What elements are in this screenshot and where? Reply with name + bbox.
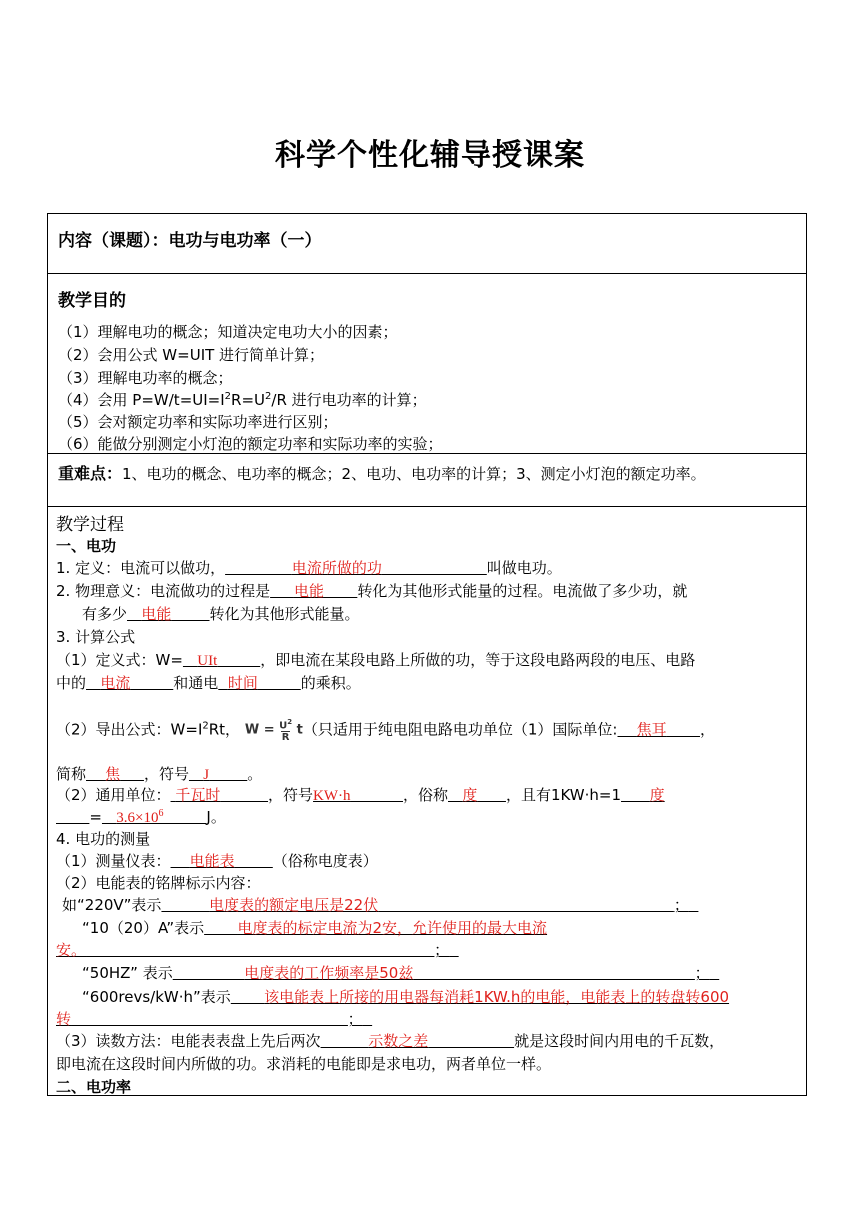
- text: Rt，: [208, 720, 241, 739]
- current-line-2: [56, 939, 459, 960]
- text: 转化为其他形式能量。: [209, 605, 360, 623]
- superscript: 2: [202, 720, 209, 732]
- text: 有多少: [82, 605, 128, 623]
- goals-row: [48, 274, 806, 454]
- goal-item: （1）理解电功的概念；知道决定电功大小的因素；: [58, 323, 398, 341]
- blank: [127, 605, 209, 623]
- key-points-row: [48, 454, 806, 507]
- text: “600revs/kW·h”表示: [82, 988, 231, 1006]
- blank: 安。 ；: [56, 941, 450, 959]
- answer: 电能表: [189, 852, 235, 870]
- goal-item-4-b: R=U: [231, 391, 266, 409]
- answer: 安。: [56, 941, 87, 959]
- key-points: [58, 461, 706, 484]
- text: 简称: [56, 765, 87, 783]
- definition-line: [56, 557, 562, 578]
- goal-item: （6）能做分别测定小灯泡的额定功率和实际功率的实验；: [58, 435, 443, 453]
- answer: 该电能表上所接的用电器每消耗1KW.h的电能，电能表上的转盘转600: [264, 988, 730, 1006]
- text: （只适用于纯电阻电路电功单位（1）国际单位:: [302, 720, 618, 739]
- blank: [189, 765, 247, 783]
- goal-item: [58, 389, 427, 410]
- blank: [183, 651, 260, 669]
- answer: 电流所做的功: [291, 559, 382, 577]
- blank: [225, 559, 487, 577]
- topic-row: [48, 214, 806, 274]
- common-unit-line: [56, 784, 665, 805]
- text: ，: [699, 720, 715, 739]
- goal-item: （2）会用公式 W=UIT 进行简单计算；: [58, 346, 325, 364]
- answer: 焦耳: [636, 720, 667, 739]
- key-label: 重难点：: [58, 464, 123, 483]
- text: ，且有1KW·h=1: [505, 786, 622, 804]
- goal-item-4-a: （4）会用 P=W/t=UI=I: [58, 391, 225, 409]
- text: J。: [206, 808, 226, 826]
- answer: 电流: [100, 674, 131, 692]
- text: （俗称电度表）: [272, 852, 378, 870]
- answer: 电度表的标定电流为2安，允许使用的最大电流: [237, 919, 548, 937]
- text: “50HZ” 表示: [82, 964, 173, 982]
- answer: 电能: [141, 605, 172, 623]
- voltage-line: [62, 894, 698, 915]
- answer: 电能: [293, 582, 324, 600]
- blank: [621, 786, 665, 804]
- text: 中的: [56, 674, 87, 692]
- answer: 焦: [105, 765, 121, 783]
- nameplate-heading: （2）电能表的铭牌标示内容：: [56, 874, 261, 892]
- blank: [218, 674, 300, 692]
- text: 转化为其他形式能量的过程。电流做了多少功，就: [357, 582, 688, 600]
- meter-line: [56, 850, 378, 871]
- formula-heading: 3. 计算公式: [56, 628, 136, 646]
- goal-item-4-c: /R 进行电功率的计算；: [271, 391, 427, 409]
- answer: 千瓦时: [175, 786, 221, 804]
- answer: 电度表的额定电压是22伏: [209, 896, 379, 914]
- blank: [86, 765, 144, 783]
- revolutions-line: [82, 986, 729, 1007]
- text: （2）导出公式：W=I: [56, 720, 203, 739]
- text: （1）测量仪表：: [56, 852, 171, 870]
- key-text: 1、电功的概念、电功率的概念；2、电功、电功率的计算；3、测定小灯泡的额定功率。: [122, 465, 706, 483]
- text: 2. 物理意义：电流做功的过程是: [56, 582, 271, 600]
- text: 叫做电功。: [486, 559, 562, 577]
- reading-line-2: 即电流在这段时间内所做的功。求消耗的电能即是求电功，两者单位一样。: [56, 1055, 552, 1073]
- text: 如“220V”表示: [62, 896, 162, 914]
- page-title: 科学个性化辅导授课案: [275, 138, 585, 173]
- derived-formula-line: [56, 717, 715, 743]
- process-heading: 教学过程: [56, 515, 124, 535]
- answer: KW·h: [313, 788, 351, 804]
- section-heading: 一、电功: [56, 537, 117, 555]
- current-line: [82, 917, 547, 938]
- blank: [618, 721, 700, 739]
- meaning-line-2: [82, 603, 360, 624]
- answer: 时间: [227, 674, 258, 692]
- blank: [86, 674, 173, 692]
- text: 和通电: [173, 674, 219, 692]
- text: ，俗称: [403, 786, 449, 804]
- text: （1）定义式：W=: [56, 651, 183, 669]
- blank: [321, 1032, 515, 1050]
- blank: 电度表的工作频率是50兹 ；: [244, 964, 710, 982]
- text: ，即电流在某段电路上所做的功，等于这段电路两段的电压、电路: [260, 651, 696, 669]
- answer: 度: [462, 786, 478, 804]
- goals-heading: 教学目的: [58, 291, 126, 311]
- answer: 电度表的工作频率是50兹: [244, 964, 414, 982]
- answer: UIt: [197, 653, 218, 669]
- answer: 转: [56, 1010, 72, 1028]
- answer: $3.6\times 10^6$: [116, 808, 164, 826]
- blank: [231, 988, 729, 1006]
- answer: 示数之差: [368, 1032, 429, 1050]
- goal-item: （5）会对额定功率和实际功率进行区别；: [58, 413, 338, 431]
- meaning-line: [56, 580, 687, 601]
- topic-heading: 内容（课题）：电功与电功率（一）: [58, 231, 322, 251]
- text: ，符号: [143, 765, 189, 783]
- text: =: [89, 808, 102, 826]
- blank: [204, 919, 547, 937]
- text: （2）通用单位：: [56, 786, 171, 804]
- formula-image: $W = U^2$ R t: [244, 718, 303, 744]
- superscript: 2: [224, 391, 232, 402]
- conversion-line: [56, 806, 226, 827]
- text: （3）读数方法：电能表表盘上先后两次: [56, 1032, 321, 1050]
- section-heading: 二、电功率: [56, 1078, 132, 1096]
- revolutions-line-2: [56, 1008, 372, 1029]
- blank: [102, 808, 206, 826]
- blank: [448, 786, 506, 804]
- text: 就是这段时间内用电的千瓦数，: [514, 1032, 725, 1050]
- abbr-line: [56, 763, 262, 784]
- blank: [171, 786, 268, 804]
- answer: 度: [649, 786, 665, 804]
- answer: J: [203, 767, 210, 783]
- blank: [270, 582, 357, 600]
- text: 的乘积。: [300, 674, 361, 692]
- goal-item: （3）理解电功率的概念；: [58, 369, 233, 387]
- measurement-heading: 4. 电功的测量: [56, 830, 151, 848]
- text: ，符号: [268, 786, 314, 804]
- text: “10（20）A”表示: [82, 919, 205, 937]
- text: 。: [247, 765, 263, 783]
- blank: 电度表的额定电压是22伏 ；: [209, 896, 689, 914]
- blank: 转 ；: [56, 1010, 363, 1028]
- definition-formula-line-2: [56, 672, 361, 693]
- frequency-line: [82, 962, 719, 983]
- text: 1. 定义：电流可以做功，: [56, 559, 226, 577]
- superscript: 2: [265, 391, 272, 402]
- reading-line: [56, 1030, 724, 1051]
- definition-formula-line: [56, 649, 695, 670]
- blank: [313, 786, 403, 804]
- blank: [171, 852, 273, 870]
- blank: [56, 808, 89, 826]
